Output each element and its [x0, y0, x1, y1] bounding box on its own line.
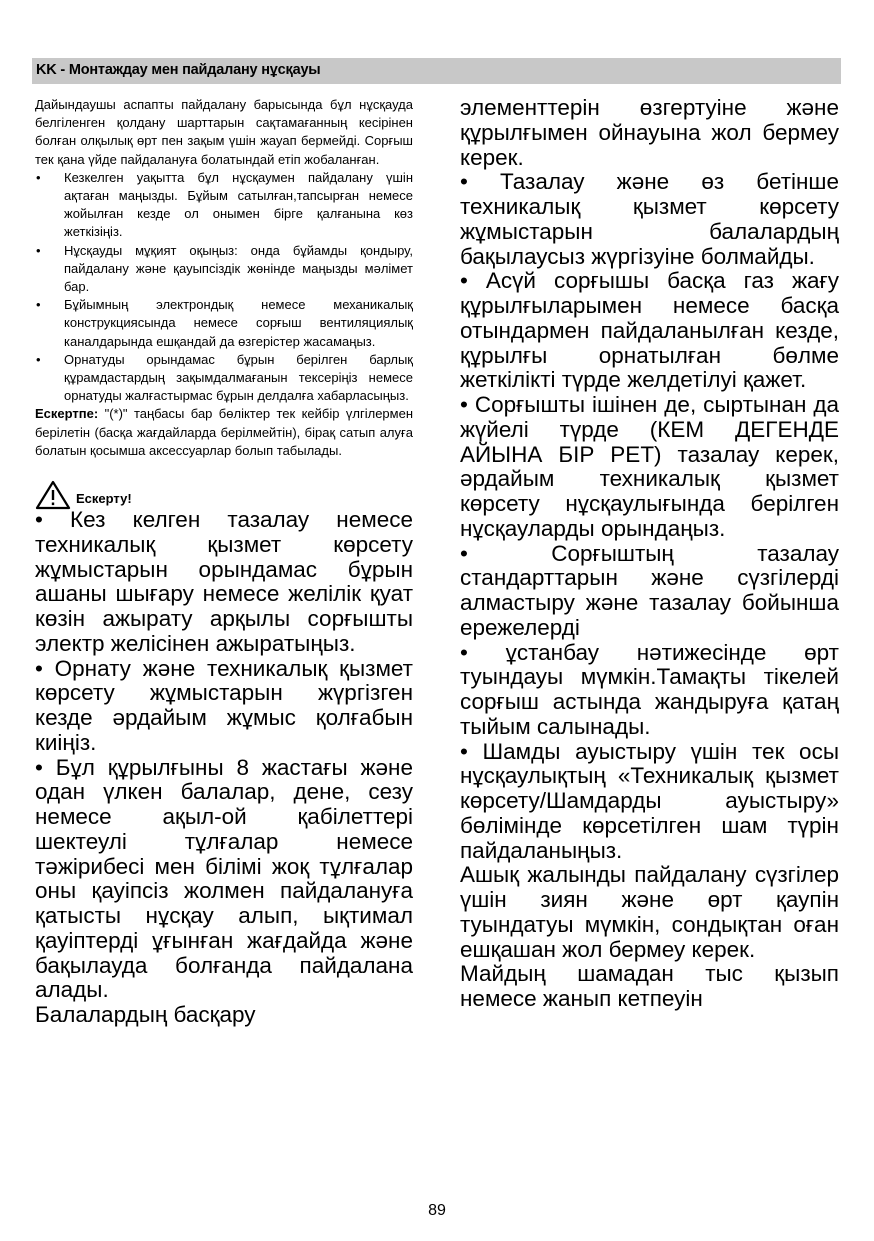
warning-heading — [35, 480, 413, 508]
warning-paragraph: • Тазалау және өз бетінше техникалық қызмет көрсету жұмыстарын балалардың бақылаусыз жүргізуіне болмайды. — [460, 169, 839, 269]
warning-paragraph: • Орнату және техникалық қызмет көрсету жұмыстарын жүргізген кезде әрдайым жұмыс қолғабын киіңіз. — [35, 655, 413, 755]
header-bar — [32, 58, 841, 84]
left-column — [35, 96, 413, 1028]
list-item: • Орнатуды орындамас бұрын берілген барлық құрамдастардың зақымдалмағанын тексеріңіз немесе орнатуды жалғастырмас бұрын делдалға хабарласыңыз. — [35, 351, 413, 406]
warning-paragraph: • Бұл құрылғыны 8 жастағы және одан үлкен балалар, дене, сезу немесе ақыл-ой қабілеттері шектеулі тұлғалар немесе тәжірибесі мен білімі жоқ тұлғалар оны қауіпсіз жолмен пайдалануға қатысты нұсқау алып, ықтимал қауіптерді ұғынған жағдайда және бақылауда болғанда пайдалана алады. — [35, 754, 413, 1003]
note-label: Ескертпе: — [35, 406, 99, 422]
warning-paragraph: • Сорғыштың тазалау стандарттарын және сүзгілерді алмастыру және тазалау бойынша ережелерді — [460, 540, 839, 640]
warning-paragraph: • Шамды ауыстыру үшін тек осы нұсқаулықтың «Техникалық қызмет көрсету/Шамдарды ауыстыру» бөлімінде көрсетілген шам түрін пайдаланыңыз. — [460, 738, 839, 863]
warning-paragraph: Балалардың басқару — [35, 1002, 256, 1028]
warning-label: Ескерту! — [76, 491, 132, 507]
warning-triangle-icon — [35, 480, 71, 510]
warning-paragraph: Майдың шамадан тыс қызып немесе жанып кетпеуін — [460, 961, 839, 1011]
warning-paragraph: • Асүй сорғышы басқа газ жағу құрылғыларымен немесе басқа отындармен пайдаланылған кезде, құрылғы орнатылған бөлме жеткілікті түрде желдетілуі қажет. — [460, 268, 839, 393]
intro-paragraph: Дайындаушы аспапты пайдалану барысында бұл нұсқауда белгіленген қолдану шарттарын сақтамағанның кесірінен болған олқылық өрт пен зақым үшін жауап бермейді. Сорғыш тек қана үйде пайдалануға болатындай етіп жобаланған. — [35, 97, 413, 167]
warning-paragraph: • Кез келген тазалау немесе техникалық қызмет көрсету жұмыстарын орындамас бұрын ашаны шығару немесе желілік қуат көзін ажырату арқылы сорғышты электр желісінен ажыратыңыз. — [35, 507, 413, 656]
note-text: "(*)" таңбасы бар бөліктер тек кейбір үлгілермен берілетін (басқа жағдайларда берілмейтін), бірақ сатып алуға болатын қосымша аксессуарлар болып табылады. — [35, 406, 413, 458]
warning-paragraph: Ашық жалынды пайдалану сүзгілер үшін зиян және өрт қаупін туындатуы мүмкін, сондықтан оған ешқашан жол бермеу керек. — [460, 862, 839, 962]
warning-paragraph: • Сорғышты ішінен де, сыртынан да жүйелі түрде (КЕМ ДЕГЕНДЕ АЙЫНА БІР РЕТ) тазалау керек, әрдайым техникалық қызмет көрсету нұсқаулығында берілген нұсқауларды орындаңыз. — [460, 392, 839, 541]
list-item: • Бұйымның электрондық немесе механикалық конструкциясында немесе сорғыш вентиляциялық каналдарында ешқандай да өзгерістер жасамаңыз. — [35, 296, 413, 351]
note-paragraph — [35, 405, 413, 460]
list-item: • Нұсқауды мұқият оқыңыз: онда бұйамды қондыру, пайдалану және қауыпсіздік жөнінде маңызды мәлімет бар. — [35, 242, 413, 297]
intro-bullet-list — [35, 169, 413, 406]
list-item: • Кезкелген уақытта бұл нұсқаумен пайдалану үшін ақтаған маңызды. Бұйым сатылған,тапсырған немесе жойылған кезде ол онымен бірге қалғанына көз жеткізіңіз. — [35, 169, 413, 242]
page-title: KK - Монтаждау мен пайдалану нұсқауы — [36, 62, 321, 78]
right-column — [460, 96, 839, 1012]
warning-paragraph: • ұстанбау нәтижесінде өрт туындауы мүмкін.Тамақты тікелей сорғыш астында жандыруға қатаң тыйым салынады. — [460, 639, 839, 739]
page-number: 89 — [428, 1202, 446, 1219]
warning-paragraph: элементтерін өзгертуіне және құрылғымен ойнауына жол бермеу керек. — [460, 95, 839, 170]
